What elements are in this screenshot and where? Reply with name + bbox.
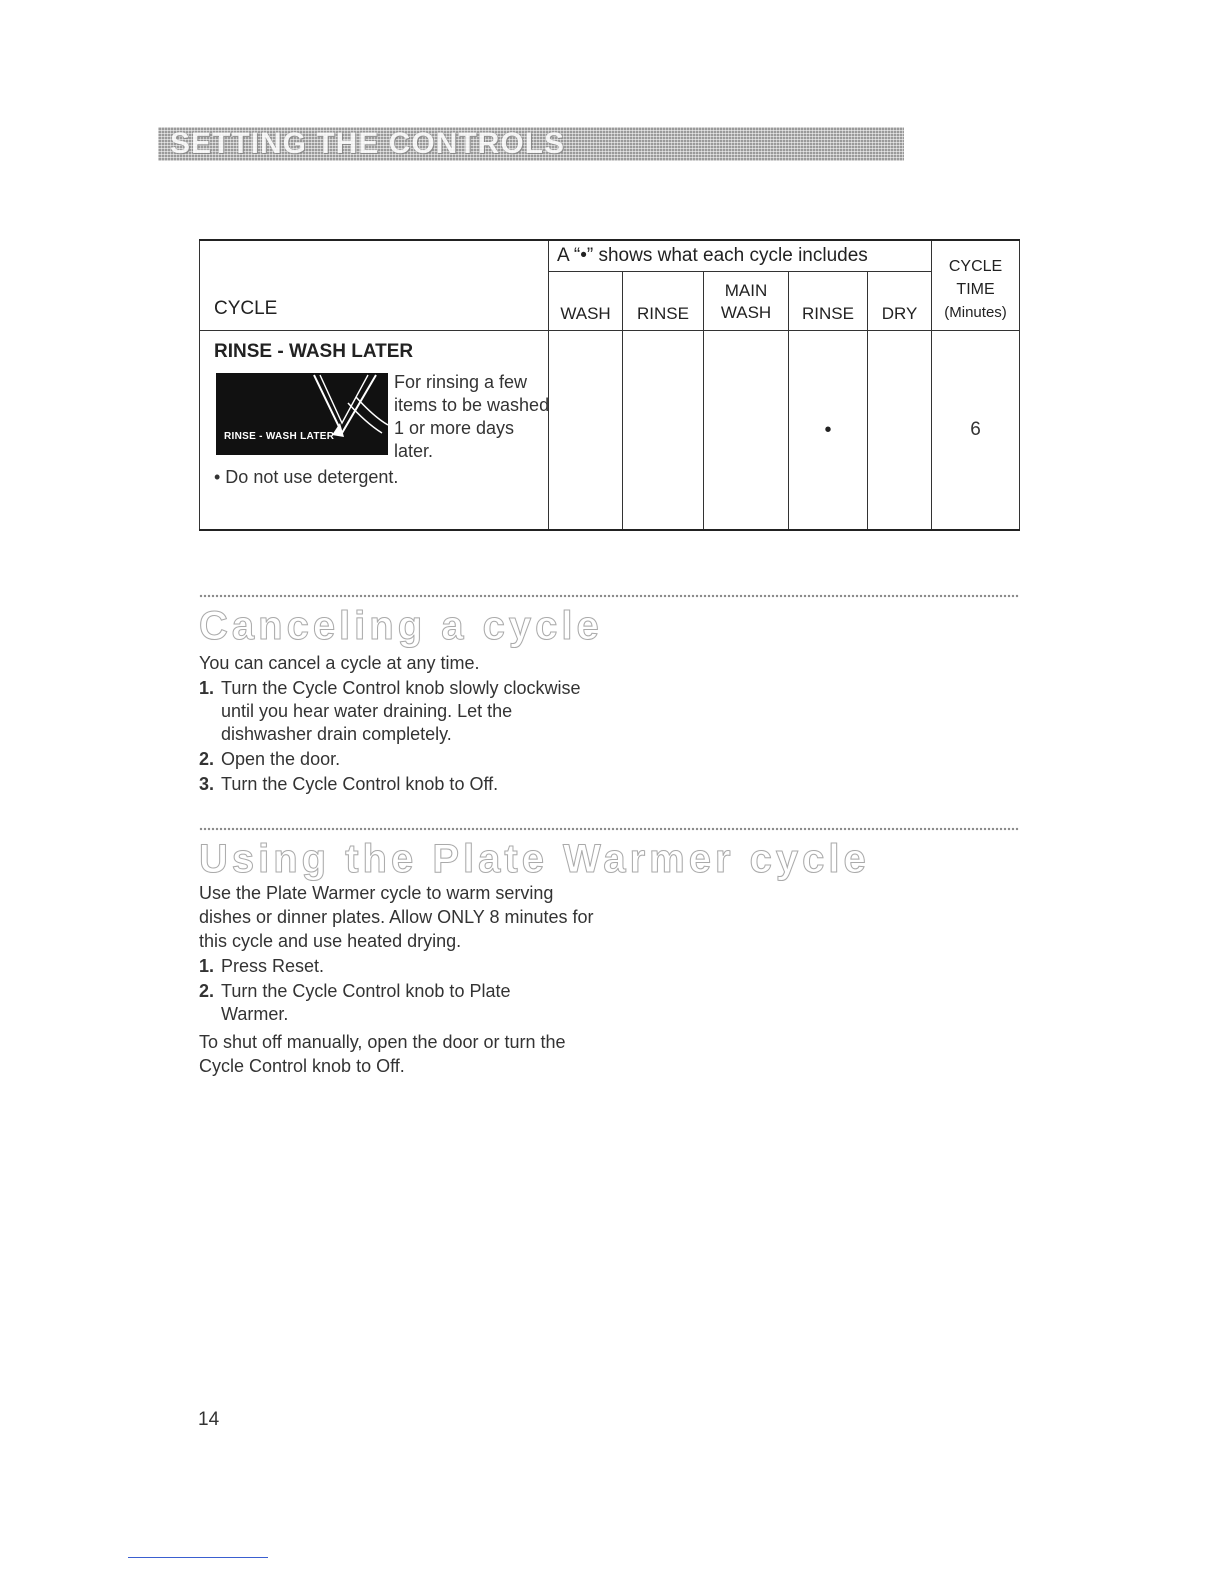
table-row [200,331,1020,531]
cycle-description-cell [200,331,549,531]
step-text: Turn the Cycle Control knob slowly clockwise until you hear water draining. Let the dishwasher drain completely. [221,678,581,744]
cycle-description: For rinsing a few items to be washed 1 or more days later. [394,372,550,461]
header-cycle-time-line2: TIME [956,281,995,298]
cycle-table [199,239,1020,531]
header-rinse: RINSE [623,272,704,331]
section-divider [199,827,1019,831]
list-item [199,677,619,746]
header-cycle-time [932,240,1020,331]
canceling-title: Canceling a cycle [199,604,603,648]
header-cycle-time-line1: CYCLE [948,258,1003,275]
mark-rinse [623,331,704,531]
rinse-wash-later-label-graphic [216,373,388,455]
dial-marker-icon [216,373,388,455]
header-main-wash-label: MAIN WASH [720,281,772,322]
canceling-steps [199,677,619,798]
plate-warmer-outro: To shut off manually, open the door or turn the Cycle Control knob to Off. [199,1032,566,1076]
step-number: 2. [199,981,215,1001]
step-number: 1. [199,678,215,698]
header-cycle: CYCLE [200,240,549,331]
section-banner [158,127,904,161]
banner-title: SETTING THE CONTROLS [170,127,565,160]
header-dry: DRY [868,272,932,331]
cycle-time-value: 6 [932,331,1020,531]
header-rinse-2: RINSE [789,272,868,331]
cycle-name: RINSE - WASH LATER [214,341,414,362]
mark-rinse-2: • [789,331,868,531]
mark-dry [868,331,932,531]
step-number: 3. [199,774,215,794]
plate-warmer-intro: Use the Plate Warmer cycle to warm serving dishes or dinner plates. Allow ONLY 8 minutes for this cycle and use heated drying. [199,883,594,951]
header-includes: A “•” shows what each cycle includes [549,240,932,272]
list-item [199,773,619,796]
step-number: 1. [199,956,215,976]
header-main-wash [704,272,789,331]
header-cycle-time-unit: (Minutes) [944,304,1007,321]
list-item [199,980,619,1026]
step-text: Turn the Cycle Control knob to Plate Warmer. [221,981,511,1024]
header-wash: WASH [549,272,623,331]
section-divider [199,594,1019,598]
canceling-intro: You can cancel a cycle at any time. [199,653,480,673]
label-graphic-text: RINSE - WASH LATER [224,431,335,442]
page-number: 14 [198,1409,220,1430]
step-text: Open the door. [221,749,341,769]
list-item [199,748,619,771]
step-text: Turn the Cycle Control knob to Off. [221,774,499,794]
mark-wash [549,331,623,531]
bottom-rule [128,1557,268,1558]
plate-warmer-title: Using the Plate Warmer cycle [199,837,870,881]
list-item [199,955,619,978]
mark-main-wash [704,331,789,531]
plate-warmer-steps [199,955,619,1028]
step-number: 2. [199,749,215,769]
cycle-note: • Do not use detergent. [214,467,399,487]
step-text: Press Reset. [221,956,325,976]
